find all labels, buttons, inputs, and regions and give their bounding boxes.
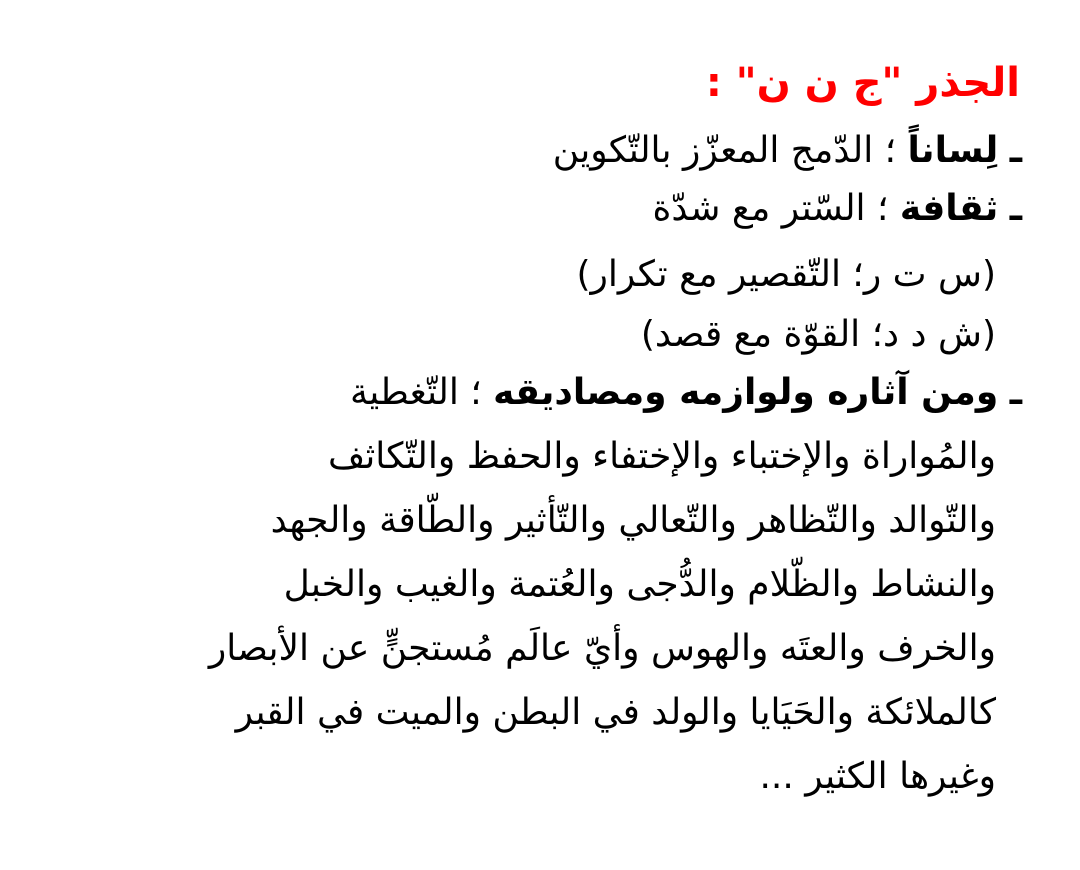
term-cultural: ثقافة [899,188,999,229]
page-title: الجذر "ج ن ن" : [705,60,1020,106]
definition-linguistic: ؛ الدّمج المعزّز بالتّكوين [552,130,908,171]
text-line-11: وغيرها الكثير ... [759,756,996,797]
text-line-7: والتّوالد والتّظاهر والتّعالي والتّأثير والطّاقة والجهد [270,500,996,541]
bullet-dash: ـ [1009,188,1022,229]
text-line-6: والمُواراة والإختباء والإختفاء والحفظ والتّكاثف [327,436,996,477]
definition-cultural: ؛ السّتر مع شدّة [652,188,900,229]
term-linguistic: لِساناً [907,130,999,171]
term-effects: ومن آثاره ولوازمه ومصاديقه [493,372,999,413]
text-line-8: والنشاط والظّلام والدُّجى والعُتمة والغيب والخبل [283,564,996,605]
text-line-effects [350,364,1022,422]
definition-effects: ؛ التّغطية [349,372,494,413]
text-line-linguistic [553,122,1022,180]
bullet-dash: ـ [1009,130,1022,171]
text-line-9: والخرف والعتَه والهوس وأيّ عالَم مُستجنٍّ عن الأبصار [208,628,996,669]
text-line-root-shdd: (ش د د؛ القوّة مع قصد) [640,314,996,355]
bullet-dash: ـ [1009,372,1022,413]
text-line-10: كالملائكة والحَيَايا والولد في البطن والميت في القبر [235,692,996,733]
text-line-root-str: (س ت ر؛ التّقصير مع تكرار) [576,254,996,295]
text-line-cultural [652,180,1022,238]
